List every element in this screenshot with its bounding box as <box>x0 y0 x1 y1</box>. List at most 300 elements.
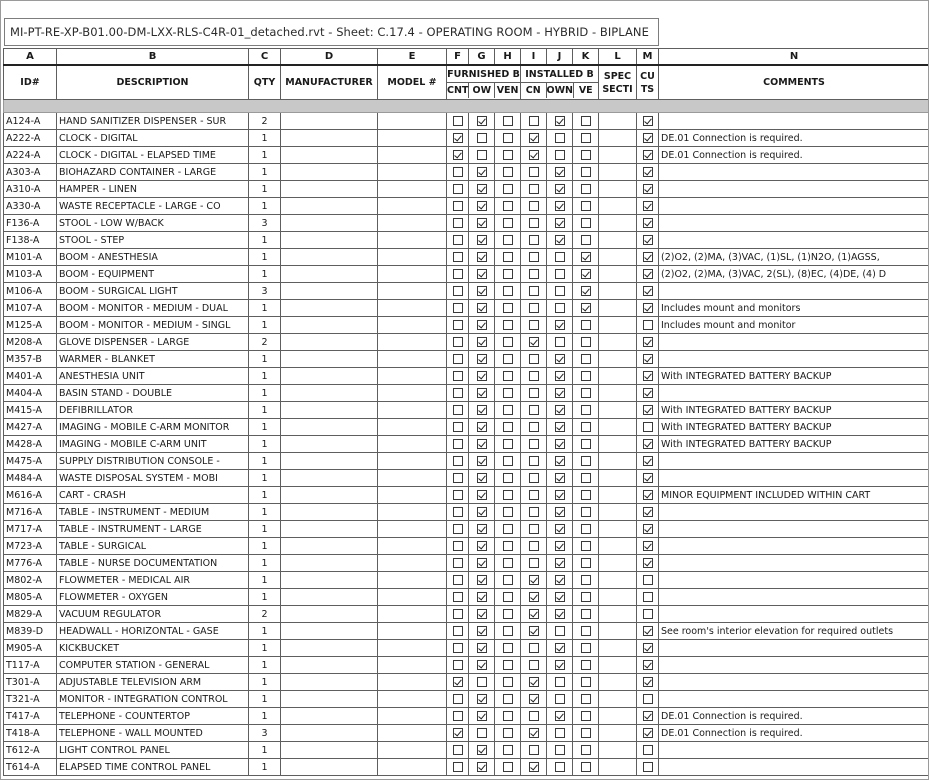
ve-checkbox[interactable] <box>581 371 591 381</box>
cell-ve[interactable] <box>573 334 599 351</box>
cell-ven[interactable] <box>495 759 521 776</box>
cell-cnt[interactable] <box>447 232 469 249</box>
cell-cnt[interactable] <box>447 640 469 657</box>
cell-id[interactable]: A303-A <box>4 164 57 181</box>
cell-qty[interactable]: 1 <box>249 453 281 470</box>
cnt-checkbox[interactable] <box>453 456 463 466</box>
cell-comments[interactable]: DE.01 Connection is required. <box>659 147 929 164</box>
cell-comments[interactable] <box>659 334 929 351</box>
ve-checkbox[interactable] <box>581 694 591 704</box>
cell-manufacturer[interactable] <box>281 759 378 776</box>
cell-id[interactable]: M415-A <box>4 402 57 419</box>
ven-checkbox[interactable] <box>503 694 513 704</box>
cell-cuts[interactable] <box>637 113 659 130</box>
cell-description[interactable]: WASTE RECEPTACLE - LARGE - CO <box>57 198 249 215</box>
cell-ve[interactable] <box>573 385 599 402</box>
cell-comments[interactable] <box>659 385 929 402</box>
cell-id[interactable]: M106-A <box>4 283 57 300</box>
cell-ow[interactable] <box>469 555 495 572</box>
cell-cnt[interactable] <box>447 181 469 198</box>
cuts-checkbox[interactable] <box>643 269 653 279</box>
cell-spec-section[interactable] <box>599 283 637 300</box>
cell-qty[interactable]: 1 <box>249 759 281 776</box>
cell-id[interactable]: M802-A <box>4 572 57 589</box>
cuts-checkbox[interactable] <box>643 592 653 602</box>
cuts-checkbox[interactable] <box>643 745 653 755</box>
cell-model[interactable] <box>378 215 447 232</box>
cell-qty[interactable]: 1 <box>249 385 281 402</box>
table-row[interactable] <box>4 181 929 198</box>
cell-ow[interactable] <box>469 266 495 283</box>
col-letter[interactable]: N <box>659 49 929 66</box>
cell-own[interactable] <box>547 623 573 640</box>
cnt-checkbox[interactable] <box>453 354 463 364</box>
ve-checkbox[interactable] <box>581 405 591 415</box>
cell-ve[interactable] <box>573 351 599 368</box>
ve-checkbox[interactable] <box>581 235 591 245</box>
cell-ow[interactable] <box>469 487 495 504</box>
ve-checkbox[interactable] <box>581 184 591 194</box>
cell-cn[interactable] <box>521 266 547 283</box>
cell-own[interactable] <box>547 249 573 266</box>
cell-comments[interactable] <box>659 504 929 521</box>
cnt-checkbox[interactable] <box>453 201 463 211</box>
table-row[interactable] <box>4 317 929 334</box>
cuts-checkbox[interactable] <box>643 218 653 228</box>
ow-checkbox[interactable] <box>477 677 487 687</box>
cell-model[interactable] <box>378 436 447 453</box>
cell-cuts[interactable] <box>637 385 659 402</box>
cell-cuts[interactable] <box>637 249 659 266</box>
cell-ve[interactable] <box>573 589 599 606</box>
table-row[interactable] <box>4 555 929 572</box>
cnt-checkbox[interactable] <box>453 626 463 636</box>
cell-own[interactable] <box>547 147 573 164</box>
cell-own[interactable] <box>547 708 573 725</box>
cell-spec-section[interactable] <box>599 419 637 436</box>
cell-ow[interactable] <box>469 742 495 759</box>
cell-cn[interactable] <box>521 453 547 470</box>
cell-ve[interactable] <box>573 572 599 589</box>
cell-cuts[interactable] <box>637 708 659 725</box>
cn-checkbox[interactable] <box>529 269 539 279</box>
cell-cn[interactable] <box>521 538 547 555</box>
cell-cuts[interactable] <box>637 402 659 419</box>
cell-ve[interactable] <box>573 725 599 742</box>
cell-ow[interactable] <box>469 300 495 317</box>
cell-model[interactable] <box>378 113 447 130</box>
cell-own[interactable] <box>547 521 573 538</box>
cn-checkbox[interactable] <box>529 388 539 398</box>
cell-model[interactable] <box>378 164 447 181</box>
cell-cnt[interactable] <box>447 657 469 674</box>
own-checkbox[interactable] <box>555 252 565 262</box>
cn-checkbox[interactable] <box>529 320 539 330</box>
cuts-checkbox[interactable] <box>643 116 653 126</box>
ow-checkbox[interactable] <box>477 660 487 670</box>
own-checkbox[interactable] <box>555 337 565 347</box>
cell-id[interactable]: T417-A <box>4 708 57 725</box>
cn-checkbox[interactable] <box>529 694 539 704</box>
cell-comments[interactable]: With INTEGRATED BATTERY BACKUP <box>659 402 929 419</box>
cell-ven[interactable] <box>495 385 521 402</box>
cell-model[interactable] <box>378 385 447 402</box>
cell-cuts[interactable] <box>637 368 659 385</box>
cell-ow[interactable] <box>469 504 495 521</box>
cell-model[interactable] <box>378 283 447 300</box>
ven-checkbox[interactable] <box>503 558 513 568</box>
ve-checkbox[interactable] <box>581 524 591 534</box>
cnt-checkbox[interactable] <box>453 762 463 772</box>
cell-manufacturer[interactable] <box>281 657 378 674</box>
cell-description[interactable]: VACUUM REGULATOR <box>57 606 249 623</box>
cell-model[interactable] <box>378 555 447 572</box>
ve-checkbox[interactable] <box>581 643 591 653</box>
cell-comments[interactable] <box>659 232 929 249</box>
table-row[interactable] <box>4 504 929 521</box>
cell-ow[interactable] <box>469 521 495 538</box>
cell-cuts[interactable] <box>637 555 659 572</box>
col-letter[interactable]: I <box>521 49 547 66</box>
cell-id[interactable]: A330-A <box>4 198 57 215</box>
cell-comments[interactable] <box>659 589 929 606</box>
cn-checkbox[interactable] <box>529 558 539 568</box>
cnt-checkbox[interactable] <box>453 609 463 619</box>
ow-checkbox[interactable] <box>477 694 487 704</box>
cell-description[interactable]: MONITOR - INTEGRATION CONTROL <box>57 691 249 708</box>
cell-ven[interactable] <box>495 470 521 487</box>
cell-id[interactable]: F136-A <box>4 215 57 232</box>
cell-cn[interactable] <box>521 402 547 419</box>
cell-spec-section[interactable] <box>599 232 637 249</box>
ve-checkbox[interactable] <box>581 252 591 262</box>
cell-qty[interactable]: 1 <box>249 708 281 725</box>
header-cuts[interactable]: CU TS <box>637 65 659 100</box>
cell-id[interactable]: M107-A <box>4 300 57 317</box>
table-row[interactable] <box>4 589 929 606</box>
cell-manufacturer[interactable] <box>281 691 378 708</box>
cell-qty[interactable]: 1 <box>249 130 281 147</box>
cell-cn[interactable] <box>521 130 547 147</box>
cell-cn[interactable] <box>521 759 547 776</box>
cell-model[interactable] <box>378 691 447 708</box>
cnt-checkbox[interactable] <box>453 728 463 738</box>
cell-qty[interactable]: 1 <box>249 300 281 317</box>
cell-id[interactable]: T418-A <box>4 725 57 742</box>
cell-manufacturer[interactable] <box>281 436 378 453</box>
cell-ve[interactable] <box>573 198 599 215</box>
cn-checkbox[interactable] <box>529 490 539 500</box>
cell-spec-section[interactable] <box>599 300 637 317</box>
col-letter[interactable]: B <box>57 49 249 66</box>
cell-ow[interactable] <box>469 589 495 606</box>
cell-cuts[interactable] <box>637 725 659 742</box>
cell-ven[interactable] <box>495 606 521 623</box>
cell-model[interactable] <box>378 419 447 436</box>
cell-comments[interactable] <box>659 691 929 708</box>
cell-ven[interactable] <box>495 130 521 147</box>
ve-checkbox[interactable] <box>581 626 591 636</box>
ow-checkbox[interactable] <box>477 728 487 738</box>
col-letter[interactable]: E <box>378 49 447 66</box>
cell-ve[interactable] <box>573 368 599 385</box>
cell-ow[interactable] <box>469 640 495 657</box>
cell-spec-section[interactable] <box>599 759 637 776</box>
cell-cuts[interactable] <box>637 283 659 300</box>
cell-ve[interactable] <box>573 487 599 504</box>
cell-ven[interactable] <box>495 164 521 181</box>
cnt-checkbox[interactable] <box>453 439 463 449</box>
cell-comments[interactable] <box>659 538 929 555</box>
cell-comments[interactable] <box>659 198 929 215</box>
cell-description[interactable]: CLOCK - DIGITAL - ELAPSED TIME <box>57 147 249 164</box>
cell-description[interactable]: BASIN STAND - DOUBLE <box>57 385 249 402</box>
cell-qty[interactable]: 1 <box>249 470 281 487</box>
cell-cnt[interactable] <box>447 147 469 164</box>
cell-id[interactable]: M717-A <box>4 521 57 538</box>
cell-description[interactable]: BOOM - MONITOR - MEDIUM - DUAL <box>57 300 249 317</box>
own-checkbox[interactable] <box>555 524 565 534</box>
cell-cnt[interactable] <box>447 453 469 470</box>
cell-ve[interactable] <box>573 266 599 283</box>
cell-cnt[interactable] <box>447 725 469 742</box>
cell-comments[interactable]: With INTEGRATED BATTERY BACKUP <box>659 436 929 453</box>
cell-spec-section[interactable] <box>599 691 637 708</box>
ve-checkbox[interactable] <box>581 711 591 721</box>
cell-comments[interactable]: See room's interior elevation for required outlets <box>659 623 929 640</box>
cnt-checkbox[interactable] <box>453 592 463 602</box>
own-checkbox[interactable] <box>555 507 565 517</box>
cnt-checkbox[interactable] <box>453 507 463 517</box>
table-row[interactable] <box>4 657 929 674</box>
cn-checkbox[interactable] <box>529 728 539 738</box>
cell-ven[interactable] <box>495 623 521 640</box>
cell-cuts[interactable] <box>637 334 659 351</box>
cnt-checkbox[interactable] <box>453 677 463 687</box>
col-letter[interactable]: H <box>495 49 521 66</box>
cn-checkbox[interactable] <box>529 337 539 347</box>
cell-description[interactable]: DEFIBRILLATOR <box>57 402 249 419</box>
table-row[interactable] <box>4 691 929 708</box>
cell-ow[interactable] <box>469 368 495 385</box>
cuts-checkbox[interactable] <box>643 422 653 432</box>
cuts-checkbox[interactable] <box>643 405 653 415</box>
table-row[interactable] <box>4 436 929 453</box>
cell-cn[interactable] <box>521 606 547 623</box>
own-checkbox[interactable] <box>555 116 565 126</box>
cell-description[interactable]: BOOM - EQUIPMENT <box>57 266 249 283</box>
cell-cn[interactable] <box>521 147 547 164</box>
cell-own[interactable] <box>547 368 573 385</box>
cell-cn[interactable] <box>521 725 547 742</box>
ow-checkbox[interactable] <box>477 405 487 415</box>
ve-checkbox[interactable] <box>581 116 591 126</box>
cell-qty[interactable]: 1 <box>249 317 281 334</box>
own-checkbox[interactable] <box>555 643 565 653</box>
own-checkbox[interactable] <box>555 728 565 738</box>
cell-ve[interactable] <box>573 759 599 776</box>
cn-checkbox[interactable] <box>529 660 539 670</box>
ow-checkbox[interactable] <box>477 626 487 636</box>
cell-comments[interactable] <box>659 657 929 674</box>
cell-manufacturer[interactable] <box>281 419 378 436</box>
ve-checkbox[interactable] <box>581 354 591 364</box>
ve-checkbox[interactable] <box>581 218 591 228</box>
cell-id[interactable]: M427-A <box>4 419 57 436</box>
ven-checkbox[interactable] <box>503 473 513 483</box>
cnt-checkbox[interactable] <box>453 643 463 653</box>
cuts-checkbox[interactable] <box>643 201 653 211</box>
cell-qty[interactable]: 1 <box>249 368 281 385</box>
cell-description[interactable]: BOOM - SURGICAL LIGHT <box>57 283 249 300</box>
ven-checkbox[interactable] <box>503 201 513 211</box>
ow-checkbox[interactable] <box>477 609 487 619</box>
cell-qty[interactable]: 1 <box>249 249 281 266</box>
cell-qty[interactable]: 1 <box>249 436 281 453</box>
header-spec-section[interactable]: SPEC SECTI <box>599 65 637 100</box>
cell-own[interactable] <box>547 232 573 249</box>
cell-ven[interactable] <box>495 113 521 130</box>
cell-own[interactable] <box>547 742 573 759</box>
cell-qty[interactable]: 1 <box>249 657 281 674</box>
ow-checkbox[interactable] <box>477 116 487 126</box>
cell-id[interactable]: M905-A <box>4 640 57 657</box>
ve-checkbox[interactable] <box>581 473 591 483</box>
cell-ve[interactable] <box>573 317 599 334</box>
cell-description[interactable]: FLOWMETER - OXYGEN <box>57 589 249 606</box>
own-checkbox[interactable] <box>555 388 565 398</box>
cn-checkbox[interactable] <box>529 592 539 602</box>
header-cnt[interactable]: CNT <box>447 85 469 96</box>
cn-checkbox[interactable] <box>529 609 539 619</box>
cell-manufacturer[interactable] <box>281 402 378 419</box>
table-row[interactable] <box>4 351 929 368</box>
cell-manufacturer[interactable] <box>281 232 378 249</box>
cell-qty[interactable]: 1 <box>249 419 281 436</box>
cell-model[interactable] <box>378 266 447 283</box>
ven-checkbox[interactable] <box>503 150 513 160</box>
ow-checkbox[interactable] <box>477 303 487 313</box>
ow-checkbox[interactable] <box>477 167 487 177</box>
cell-manufacturer[interactable] <box>281 674 378 691</box>
cell-manufacturer[interactable] <box>281 215 378 232</box>
table-row[interactable] <box>4 164 929 181</box>
cell-spec-section[interactable] <box>599 708 637 725</box>
ven-checkbox[interactable] <box>503 660 513 670</box>
ven-checkbox[interactable] <box>503 167 513 177</box>
table-row[interactable] <box>4 742 929 759</box>
cell-own[interactable] <box>547 640 573 657</box>
cnt-checkbox[interactable] <box>453 388 463 398</box>
cell-id[interactable]: M839-D <box>4 623 57 640</box>
cell-ven[interactable] <box>495 742 521 759</box>
cnt-checkbox[interactable] <box>453 405 463 415</box>
cell-ve[interactable] <box>573 657 599 674</box>
cell-description[interactable]: CART - CRASH <box>57 487 249 504</box>
ve-checkbox[interactable] <box>581 575 591 585</box>
cuts-checkbox[interactable] <box>643 354 653 364</box>
cell-comments[interactable] <box>659 113 929 130</box>
cell-comments[interactable] <box>659 164 929 181</box>
cell-ve[interactable] <box>573 232 599 249</box>
cell-id[interactable]: M716-A <box>4 504 57 521</box>
ven-checkbox[interactable] <box>503 541 513 551</box>
cn-checkbox[interactable] <box>529 218 539 228</box>
cell-manufacturer[interactable] <box>281 283 378 300</box>
cell-qty[interactable]: 3 <box>249 215 281 232</box>
ow-checkbox[interactable] <box>477 235 487 245</box>
table-row[interactable] <box>4 232 929 249</box>
cell-model[interactable] <box>378 606 447 623</box>
cell-qty[interactable]: 1 <box>249 147 281 164</box>
own-checkbox[interactable] <box>555 575 565 585</box>
cell-comments[interactable]: (2)O2, (2)MA, (3)VAC, 2(SL), (8)EC, (4)DE, (4) D <box>659 266 929 283</box>
cell-ven[interactable] <box>495 147 521 164</box>
cell-ve[interactable] <box>573 215 599 232</box>
cuts-checkbox[interactable] <box>643 558 653 568</box>
cell-manufacturer[interactable] <box>281 198 378 215</box>
cnt-checkbox[interactable] <box>453 286 463 296</box>
ow-checkbox[interactable] <box>477 575 487 585</box>
cell-cuts[interactable] <box>637 674 659 691</box>
cell-spec-section[interactable] <box>599 368 637 385</box>
cuts-checkbox[interactable] <box>643 320 653 330</box>
cell-cuts[interactable] <box>637 521 659 538</box>
cell-cn[interactable] <box>521 215 547 232</box>
cell-cnt[interactable] <box>447 368 469 385</box>
cell-cn[interactable] <box>521 283 547 300</box>
cell-own[interactable] <box>547 470 573 487</box>
cell-manufacturer[interactable] <box>281 385 378 402</box>
cell-id[interactable]: T612-A <box>4 742 57 759</box>
col-letter[interactable]: D <box>281 49 378 66</box>
ow-checkbox[interactable] <box>477 456 487 466</box>
cell-ve[interactable] <box>573 691 599 708</box>
cell-ow[interactable] <box>469 232 495 249</box>
cell-cnt[interactable] <box>447 572 469 589</box>
ow-checkbox[interactable] <box>477 371 487 381</box>
cell-spec-section[interactable] <box>599 317 637 334</box>
cell-cn[interactable] <box>521 742 547 759</box>
ow-checkbox[interactable] <box>477 541 487 551</box>
cell-manufacturer[interactable] <box>281 317 378 334</box>
table-row[interactable] <box>4 283 929 300</box>
cell-cuts[interactable] <box>637 130 659 147</box>
cell-spec-section[interactable] <box>599 334 637 351</box>
cell-ow[interactable] <box>469 181 495 198</box>
ven-checkbox[interactable] <box>503 507 513 517</box>
ven-checkbox[interactable] <box>503 609 513 619</box>
cell-own[interactable] <box>547 130 573 147</box>
cell-manufacturer[interactable] <box>281 453 378 470</box>
cell-ow[interactable] <box>469 130 495 147</box>
cell-spec-section[interactable] <box>599 538 637 555</box>
cell-spec-section[interactable] <box>599 130 637 147</box>
ven-checkbox[interactable] <box>503 303 513 313</box>
cell-own[interactable] <box>547 589 573 606</box>
cn-checkbox[interactable] <box>529 711 539 721</box>
cell-cnt[interactable] <box>447 351 469 368</box>
cell-cuts[interactable] <box>637 538 659 555</box>
cell-qty[interactable]: 1 <box>249 198 281 215</box>
cell-cn[interactable] <box>521 504 547 521</box>
ven-checkbox[interactable] <box>503 762 513 772</box>
col-letter[interactable]: M <box>637 49 659 66</box>
cell-own[interactable] <box>547 164 573 181</box>
cell-cuts[interactable] <box>637 232 659 249</box>
cell-ow[interactable] <box>469 725 495 742</box>
own-checkbox[interactable] <box>555 184 565 194</box>
